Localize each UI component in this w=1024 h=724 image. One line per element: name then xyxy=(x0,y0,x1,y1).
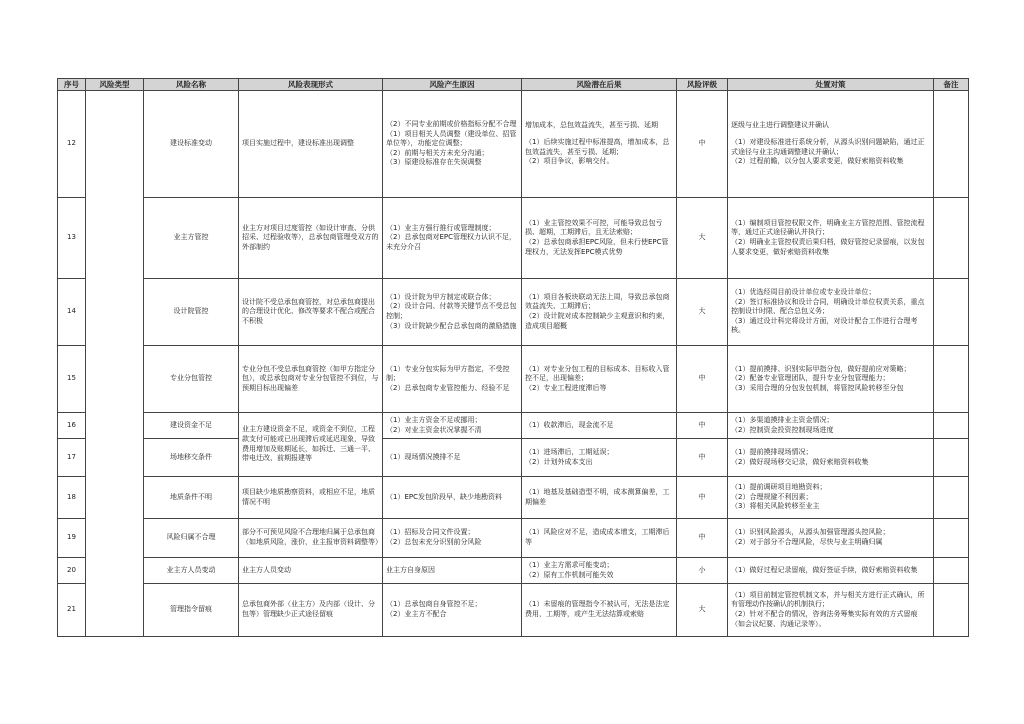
risk-rating: 中 xyxy=(677,439,728,477)
risk-cause: （1）EPC发包阶段早，缺少地勘资料 xyxy=(383,477,522,519)
table-row xyxy=(58,346,969,413)
table-row xyxy=(58,198,969,279)
risk-rating: 中 xyxy=(677,477,728,519)
row-number: 16 xyxy=(58,413,86,439)
risk-form: 部分不可预见风险不合理地归属于总承包商（如地质风险，涨价，业主报审资料调整等） xyxy=(239,519,383,558)
risk-measures: （1）提前调研项目地勘资料； （2）合理规避不利因素； （3）将相关风险转移至业主 xyxy=(728,477,934,519)
header-form: 风险表现形式 xyxy=(239,79,383,91)
risk-note xyxy=(934,519,969,558)
header-note: 备注 xyxy=(934,79,969,91)
risk-measures: （1）提前摸排现场情况； （2）做好现场移交记录，做好索赔资料收集 xyxy=(728,439,934,477)
risk-cause: （2）不同专业前期或价格指标分配不合理 （1）项目相关人员调整（建设单位、招管单位等），功能定位调整； （2）前期与相关方未充分沟通； （3）原建设标准存在失误调整 xyxy=(383,91,522,198)
risk-consequence: （1）对专业分包工程的目标成本、目标收入管控不足，出现偏差； （2）专业工程进度滞后等 xyxy=(522,346,677,413)
risk-consequence: （1）项目各板块联动无法上周，导致总承包商效益流失、工期滞后； （2）设计院对成本控制缺少主观意识和约束，造成项目超概 xyxy=(522,279,677,346)
risk-consequence: （1）未留痕的管理指令不被认可，无法是法定费用，工期等，或产生无法结算或索赔 xyxy=(522,584,677,637)
risk-note xyxy=(934,91,969,198)
table-row xyxy=(58,558,969,584)
risk-form: 专业分包不受总承包商管控（如甲方指定分包），或总承包商对专业分包管控不到位，与预期目标出现偏差 xyxy=(239,346,383,413)
risk-rating: 大 xyxy=(677,279,728,346)
row-number: 20 xyxy=(58,558,86,584)
row-number: 21 xyxy=(58,584,86,637)
risk-name: 风险归属不合理 xyxy=(144,519,239,558)
risk-cause: （1）业主方强行推行或管理制度； （2）总承包商对EPC管理权力认识不足，未充分介召 xyxy=(383,198,522,279)
header-rating: 风险评级 xyxy=(677,79,728,91)
risk-note xyxy=(934,346,969,413)
risk-measures: （1）提前摸排、识别实际甲指分包，做好提前应对策略； （2）配备专业管理团队，提升专业分包管理能力； （3）采用合理的分包发包机制，将管控风险转移至分包 xyxy=(728,346,934,413)
risk-consequence: （1）业主管控效果不可控，可能导致总包亏损、超期，工期滞后，且无法索赔； （2）总承包商承担EPC风险，但未行使EPC管理权力，无法发挥EPC模式优势 xyxy=(522,198,677,279)
header-consequence: 风险潜在后果 xyxy=(522,79,677,91)
risk-measures: 逐级与业主进行调整建议并确认 （1）对建设标准进行系统分析，从源头识别问题缺陷，通过正式途径与业主沟通调整建议并确认； （2）过程前瞻，以分包人要求变更，做好索赔资料收集 xyxy=(728,91,934,198)
risk-consequence: （1）业主方需求可能变动； （2）原有工作机制可能失效 xyxy=(522,558,677,584)
table-row xyxy=(58,91,969,198)
risk-consequence: （1）风险应对不足，造成成本增支，工期滞后等 xyxy=(522,519,677,558)
risk-note xyxy=(934,198,969,279)
table-row xyxy=(58,584,969,637)
risk-rating: 小 xyxy=(677,558,728,584)
risk-rating: 中 xyxy=(677,413,728,439)
risk-form: 项目实施过程中，建设标准出现调整 xyxy=(239,91,383,198)
row-number: 14 xyxy=(58,279,86,346)
risk-note xyxy=(934,413,969,439)
header-type: 风险类型 xyxy=(86,79,144,91)
risk-name: 设计院管控 xyxy=(144,279,239,346)
risk-name: 业主方管控 xyxy=(144,198,239,279)
risk-cause: （1）设计院为甲方制定或联合体； （2）设计合同、付款等关键节点不受总包控制； （3）设计院缺少配合总承包商的激励措施 xyxy=(383,279,522,346)
risk-rating: 中 xyxy=(677,346,728,413)
risk-name: 管理指令留痕 xyxy=(144,584,239,637)
risk-cause: （1）总承包商自身管控不足； （2）业主方不配合 xyxy=(383,584,522,637)
risk-rating: 大 xyxy=(677,584,728,637)
row-number: 15 xyxy=(58,346,86,413)
risk-note xyxy=(934,558,969,584)
risk-name: 业主方人员变动 xyxy=(144,558,239,584)
risk-cause: 业主方自身原因 xyxy=(383,558,522,584)
table-row xyxy=(58,477,969,519)
risk-consequence: （1）进场滞后，工期延误； （2）计划外成本支出 xyxy=(522,439,677,477)
risk-consequence: 增加成本，总包效益流失，甚至亏损、延期 （1）后续实施过程中标准提高，增加成本，总包效益流失，甚至亏损、延期； （2）项目争议，影响交付。 xyxy=(522,91,677,198)
row-number: 12 xyxy=(58,91,86,198)
risk-type-cell xyxy=(86,91,144,637)
row-number: 18 xyxy=(58,477,86,519)
table-row xyxy=(58,519,969,558)
risk-form: 设计院不受总承包商管控，对总承包商提出的合理设计优化、修改等要求不配合或配合不积极 xyxy=(239,279,383,346)
risk-note xyxy=(934,584,969,637)
risk-measures: （1）项目前制定管控机制文本，并与相关方进行正式确认，所有管理动作按确认的机制执行； （2）针对不配合的情况，咨询法务筹集实际有效的方式留痕（如会议纪要、沟通记录等）。 xyxy=(728,584,934,637)
risk-rating: 中 xyxy=(677,91,728,198)
header-row xyxy=(58,79,969,91)
risk-note xyxy=(934,439,969,477)
risk-form: 业主方建设资金不足，或资金不到位，工程款支付可能或已出现滞后或延迟现象，导致费用增加及账期延长，如拆迁、三通一平、带电迁改、前期报建等 xyxy=(239,413,383,477)
risk-name: 专业分包管控 xyxy=(144,346,239,413)
table-row xyxy=(58,439,969,477)
risk-note xyxy=(934,279,969,346)
risk-name: 建设标准变动 xyxy=(144,91,239,198)
risk-consequence: （1）地基及基础造型不明，成本测算偏差，工期偏差 xyxy=(522,477,677,519)
risk-name: 建设资金不足 xyxy=(144,413,239,439)
risk-measures: （1）编制项目管控权限文件，明确业主方管控范围、管控流程等，通过正式途径确认并执行； （2）明确业主管控权责后果归档，做好管控记录留痕，以发包人要求变更，做好索赔资料收集 xyxy=(728,198,934,279)
row-number: 19 xyxy=(58,519,86,558)
risk-note xyxy=(934,477,969,519)
risk-form: 项目缺少地质勘察资料，或相应不足，地质情况不明 xyxy=(239,477,383,519)
risk-measures: （1）多渠道摸排业主资金情况； （2）控制资金投资控制现场进度 xyxy=(728,413,934,439)
header-name: 风险名称 xyxy=(144,79,239,91)
table-row xyxy=(58,279,969,346)
risk-name: 场地移交条件 xyxy=(144,439,239,477)
header-measures: 处置对策 xyxy=(728,79,934,91)
header-cause: 风险产生原因 xyxy=(383,79,522,91)
risk-measures: （1）识别风险源头，从源头加强管理源头控风险； （2）对于部分不合理风险，尽快与业主明确归属 xyxy=(728,519,934,558)
risk-rating: 大 xyxy=(677,198,728,279)
risk-rating: 中 xyxy=(677,519,728,558)
row-number: 17 xyxy=(58,439,86,477)
risk-form: 总承包商外部（业主方）及内部（设计、分包等）管理缺少正式途径留痕 xyxy=(239,584,383,637)
risk-table xyxy=(57,78,969,637)
risk-name: 地质条件不明 xyxy=(144,477,239,519)
row-number: 13 xyxy=(58,198,86,279)
header-no: 序号 xyxy=(58,79,86,91)
risk-cause: （1）业主方资金不足或挪用； （2）对业主资金状况掌握不清 xyxy=(383,413,522,439)
risk-form: 业主方人员变动 xyxy=(239,558,383,584)
table-row xyxy=(58,413,969,439)
risk-measures: （1）做好过程记录留痕，做好签证手续，做好索赔资料收集 xyxy=(728,558,934,584)
risk-cause: （1）专业分包实际为甲方指定，不受控制； （2）总承包商专业管控能力、经验不足 xyxy=(383,346,522,413)
risk-measures: （1）优选经周目前设计单位或专业设计单位； （2）签订标准协议和设计合同，明确设计单位权责关系，重点控制设计时限、配合总包义务； （3）通过设计科完将设计方面，对设计配合工作进行合理考核。 xyxy=(728,279,934,346)
risk-consequence: （1）收款滞后，现金流不足 xyxy=(522,413,677,439)
risk-form: 业主方对项目过度管控（如设计审查、分供招采、过程验收等），总承包商管理受双方的外部制约 xyxy=(239,198,383,279)
risk-cause: （1）现场情况摸排不足 xyxy=(383,439,522,477)
risk-cause: （1）招标及合同文件设置； （2）总包未充分识别前分风险 xyxy=(383,519,522,558)
